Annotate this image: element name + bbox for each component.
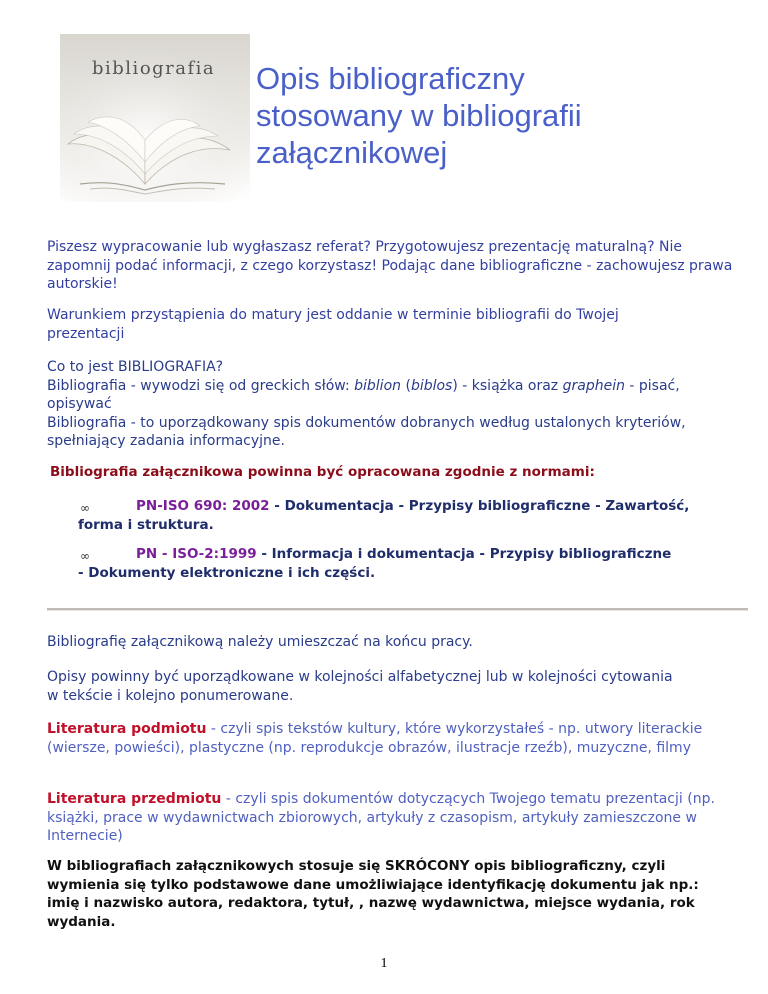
literatura-podmiotu-label: Literatura podmiotu — [47, 721, 207, 737]
page-title: Opis bibliograficzny stosowany w bibliografii załącznikowej — [256, 61, 582, 170]
norm-item-2: PN - ISO-2:1999 - Informacja i dokumentacja - Przypisy bibliograficzne - Dokumenty elektroniczne i ich części. — [78, 546, 672, 581]
literatura-podmiotu: Literatura podmiotu - czyli spis tekstów kultury, które wykorzystałeś - np. utwory literackie (wiersze, powieści), plastyczne (np. reprodukcje obrazów, ilustracje rzeźb), muzyczne, filmy — [47, 721, 703, 756]
literatura-przedmiotu: Literatura przedmiotu - czyli spis dokumentów dotyczących Twojego tematu prezentacji (np. książki, prace w wydawnictwach zbiorowych, artykuły z czasopism, artykuły zamieszczone w Internecie) — [47, 791, 715, 844]
norm-item-1: PN-ISO 690: 2002 - Dokumentacja - Przypisy bibliograficzne - Zawartość, forma i struktura. — [78, 498, 690, 533]
definition-section — [47, 358, 737, 451]
literatura-przedmiotu-label: Literatura przedmiotu — [47, 791, 222, 807]
logo-word: bibliografia — [92, 58, 216, 79]
norm-code: PN-ISO 690: 2002 — [136, 498, 270, 514]
horizontal-divider — [47, 608, 748, 611]
norm-code: PN - ISO-2:1999 — [136, 546, 257, 562]
matura-requirement: Warunkiem przystąpienia do matury jest oddanie w terminie bibliografii do Twojej prezentacji — [47, 307, 619, 342]
definition-question: Co to jest BIBLIOGRAFIA? — [47, 359, 224, 375]
etymology: Bibliografia - wywodzi się od greckich słów: biblion (biblos) - książka oraz graphein - pisać, opisywać — [47, 377, 680, 412]
ordering-note: Opisy powinny być uporządkowane w kolejności alfabetycznej lub w kolejności cytowania w tekście i kolejno ponumerowane. — [47, 669, 673, 704]
intro-paragraph: Piszesz wypracowanie lub wygłaszasz referat? Przygotowujesz prezentację maturalną? Nie zapomnij podać informacji, z czego korzystasz! Podając dane bibliograficzne - zachowujesz prawa autorskie! — [47, 239, 733, 292]
norms-heading: Bibliografia załącznikowa powinna być opracowana zgodnie z normami: — [50, 464, 595, 480]
bullet-symbol: ∞ — [80, 501, 90, 515]
bullet-symbol: ∞ — [80, 549, 90, 563]
term-biblos: biblos — [410, 377, 453, 394]
term-graphein: graphein — [562, 377, 625, 394]
page-number: 1 — [380, 956, 388, 971]
summary-paragraph: W bibliografiach załącznikowych stosuje się SKRÓCONY opis bibliograficzny, czyli wymienia się tylko podstawowe dane umożliwiające identyfikację dokumentu jak np.: imię i nazwisko autora, redaktora, tytuł, , nazwę wydawnictwa, miejsce wydania, rok wydania. — [47, 858, 699, 930]
placement-note: Bibliografię załącznikową należy umieszczać na końcu pracy. — [47, 634, 473, 650]
term-biblion: biblion — [354, 377, 402, 394]
definition-text: Bibliografia - to uporządkowany spis dokumentów dobranych według ustalonych kryteriów, spełniający zadania informacyjne. — [47, 414, 686, 449]
